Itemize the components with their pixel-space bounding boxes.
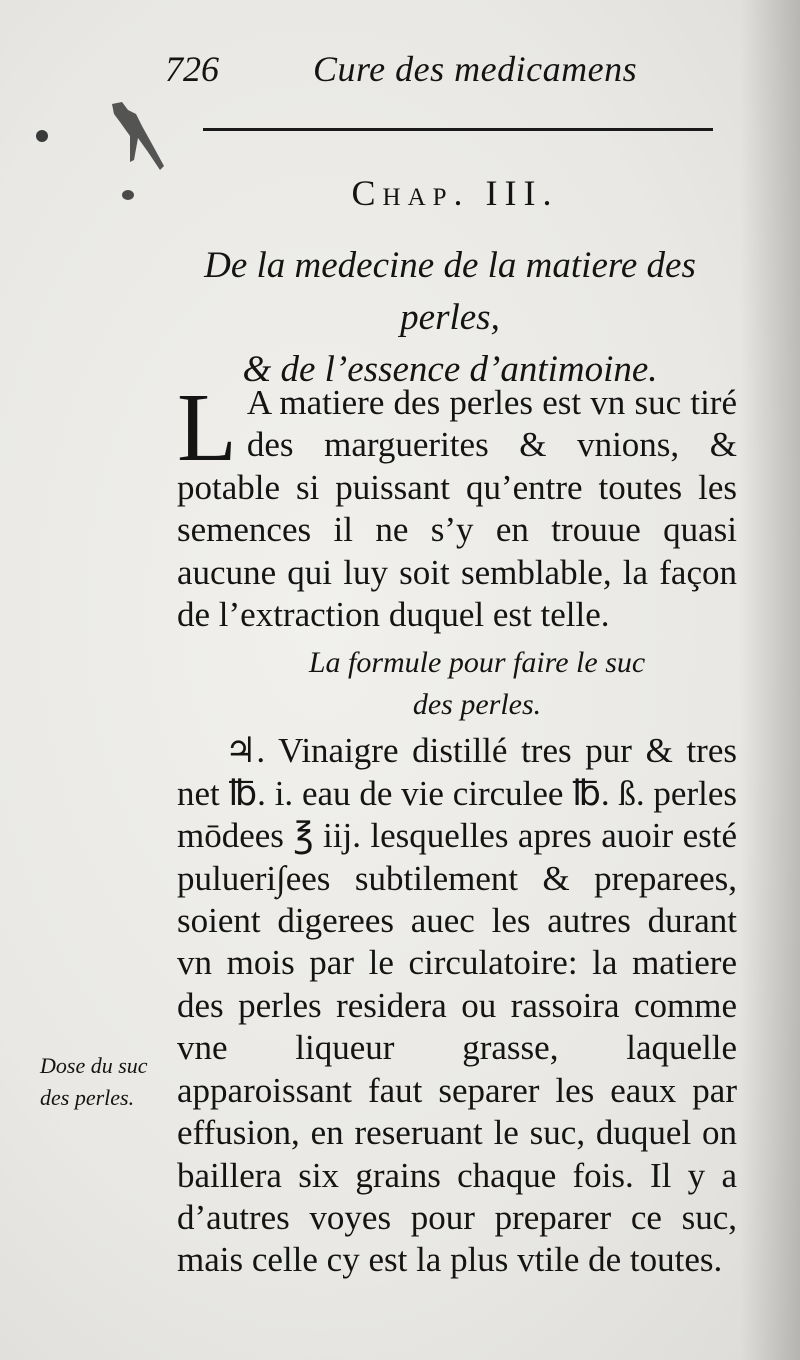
running-title: Cure des medicamens [313,49,638,89]
paragraph-1 [177,374,737,636]
formula-title-line-1: La formule pour faire le suc [308,646,646,680]
subtitle-line-2: & de l’essence d’antimoine. [242,349,658,390]
page-header [165,48,725,98]
paragraph-1-text: A matiere des perles est vn suc tiré des marguerites & vnions, & potable si puissant qu’entre toutes les semences il ne s’y en trouue quasi aucune qui luy soit semblable, la façon de l’extraction duquel est telle. [177,383,737,635]
subtitle-line-1: De la medecine de la matiere des perles, [204,245,696,338]
chapter-heading [0,172,800,214]
ink-speck [36,130,48,142]
body-text [177,374,737,1282]
chapter-number: III. [485,173,559,213]
margin-note [40,1050,175,1114]
chapter-label: Chap. [351,173,470,213]
margin-note-line-1: Dose du suc [40,1053,148,1078]
drop-cap: L [177,374,237,482]
margin-note-line-2: des perles. [40,1085,135,1110]
formula-title-line-2: des perles. [412,688,542,722]
chapter-subtitle [165,240,735,396]
header-rule [203,128,713,131]
formula-title [177,642,737,726]
ink-blot [108,100,168,180]
page-number: 726 [165,49,219,89]
recipe-paragraph: ♃. Vinaigre distillé tres pur & tres net ℔. i. eau de vie circulee ℔. ß. perles mōdees ℥ iij. lesquelles apres auoir esté pulueri∫ees subtilement & preparees, soient digerees auec les autres durant vn mois par le circulatoire: la matiere des perles residera ou rassoira comme vne liqueur grasse, laquelle apparoissant faut separer les eaux par effusion, en reseruant le suc, duquel on baillera six grains chaque fois. Il y a d’autres voyes pour preparer ce suc, mais celle cy est la plus vtile de toutes. [177,731,737,1280]
